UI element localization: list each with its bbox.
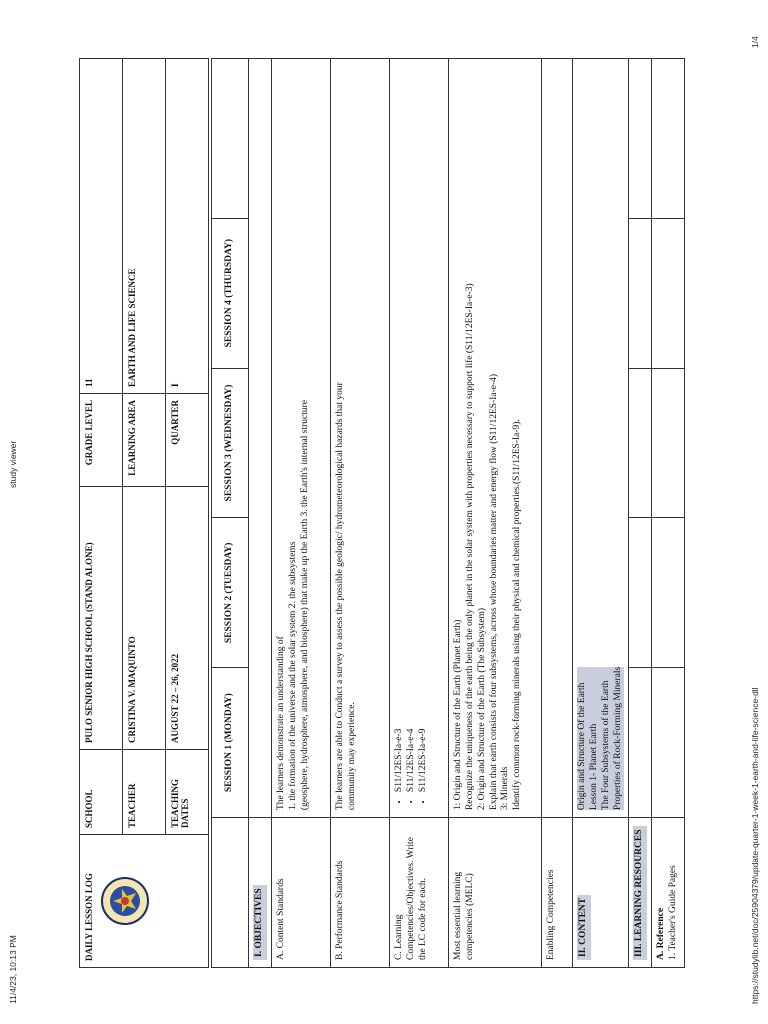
enabling-competencies-label: Enabling Competencies <box>541 818 572 968</box>
lesson-table <box>211 58 685 968</box>
quarter-label: QUARTER <box>166 394 209 487</box>
enabling-competencies-row <box>541 59 572 968</box>
quarter-value: I <box>166 59 209 394</box>
performance-standards-line: The learners are able to Conduct a survey to assess the possible geologic/ hydrometeorological hazards that your <box>334 382 345 811</box>
learning-competencies-value <box>389 59 448 818</box>
teacher-label: TEACHER <box>123 750 166 835</box>
print-url[interactable]: https://studylib.net/doc/25904379/update-quarter-1-week-1-earth-and-life-science-dll <box>750 687 760 1004</box>
session-4-header: SESSION 4 (THURSDAY) <box>212 218 249 368</box>
content-value <box>572 59 629 818</box>
reference-empty <box>652 518 685 668</box>
content-standards-label: A. Content Standards <box>271 818 330 968</box>
melc-line: Explain that earth consists of four subsystems, across whose boundaries matter and energy flow (S11/12ES-Ia-e-4) <box>488 373 499 811</box>
learning-competencies-row <box>389 59 448 968</box>
deped-seal-icon <box>100 876 150 926</box>
session-3-header: SESSION 3 (WEDNESDAY) <box>212 368 249 518</box>
blank-header <box>212 818 249 968</box>
lc-code-item: • S11/12ES-Ia-e-9 <box>418 66 430 792</box>
print-tab-title: study viewer <box>8 440 18 488</box>
performance-standards-value <box>330 59 389 818</box>
session-1-header: SESSION 1 (MONDAY) <box>212 668 249 818</box>
content-standards-line: 1. the formation of the universe and the solar system 2. the subsystems <box>287 541 298 811</box>
reference-empty <box>652 668 685 818</box>
objectives-title: I. OBJECTIVES <box>253 885 267 960</box>
reference-cell <box>652 818 685 968</box>
content-line: Lesson 1- Planet Earth <box>588 723 599 811</box>
teacher-value: CRISTINA V. MAQUINTO <box>123 487 166 750</box>
teachers-guide-label: 1. Teacher's Guide Pages <box>668 865 679 960</box>
reference-label: A. Reference <box>656 907 667 960</box>
teaching-dates-value: AUGUST 22 – 26, 2022 <box>166 487 209 750</box>
content-title: II. CONTENT <box>577 895 591 960</box>
melc-line: Identify common rock-forming minerals using their physical and chemical properties.(S11/12ES-Ia-9). <box>512 419 523 811</box>
melc-line: 3: Minerals <box>500 766 511 811</box>
learning-area-value: EARTH AND LIFE SCIENCE <box>123 59 166 394</box>
content-row <box>572 59 629 968</box>
resources-empty <box>629 368 652 518</box>
sessions-header-row <box>212 59 249 968</box>
extra-header <box>212 59 249 219</box>
reference-empty <box>652 59 685 219</box>
learning-resources-row <box>629 59 652 968</box>
content-standards-value <box>271 59 330 818</box>
content-line: Properties of Rock-Forming Minerals <box>612 666 623 811</box>
resources-empty <box>629 218 652 368</box>
melc-line: 1: Origin and Structure of the Earth (Planet Earth) <box>452 619 463 811</box>
learning-area-label: LEARNING AREA <box>123 394 166 487</box>
logo-wrap <box>100 841 152 961</box>
school-label: SCHOOL <box>80 750 123 835</box>
reference-row <box>652 59 685 968</box>
resources-empty <box>629 518 652 668</box>
lc-code-list <box>394 66 430 810</box>
content-line: The Four Subsystems of the Earth <box>600 680 611 811</box>
objectives-empty <box>249 59 272 818</box>
reference-empty <box>652 218 685 368</box>
print-datetime: 11/4/23, 10:13 PM <box>8 935 18 1004</box>
lesson-log-page <box>79 58 679 968</box>
lc-code-item: • S11/12ES-Ia-e-3 <box>394 66 406 792</box>
reference-empty <box>652 368 685 518</box>
learning-competencies-label: C. Learning Competencies/Objectives. Write the LC code for each. <box>389 818 448 968</box>
resources-empty <box>629 668 652 818</box>
learning-resources-title: III. LEARNING RESOURCES <box>633 827 647 961</box>
melc-line: Recognize the uniqueness of the earth being the only planet in the solar system with properties necessary to support life (S11/12ES-Ia-e-3) <box>464 283 475 811</box>
school-value: PULO SENIOR HIGH SCHOOL (STAND ALONE) <box>80 487 123 750</box>
melc-line: 2: Origin and Structure of the Earth (The Subsystem) <box>476 607 487 811</box>
performance-standards-label: B. Performance Standards <box>330 818 389 968</box>
lc-code-item: • S11/12ES-Ia-e-4 <box>406 66 418 792</box>
melc-value <box>448 59 541 818</box>
melc-row <box>448 59 541 968</box>
header-table <box>79 58 209 968</box>
title-cell <box>80 835 209 968</box>
performance-standards-line: community may experience. <box>346 702 357 811</box>
content-standards-row <box>271 59 330 968</box>
print-page-counter: 1/4 <box>750 36 760 48</box>
melc-label: Most essential learning competencies (MELC) <box>448 818 541 968</box>
teaching-dates-label: TEACHING DATES <box>166 750 209 835</box>
resources-empty <box>629 59 652 219</box>
grade-level-value: 11 <box>80 59 123 394</box>
enabling-competencies-value <box>541 59 572 818</box>
session-2-header: SESSION 2 (TUESDAY) <box>212 518 249 668</box>
content-block <box>577 667 625 810</box>
learning-resources-cell <box>629 818 652 968</box>
content-line: Origin and Structure Of the Earth <box>576 682 587 811</box>
content-standards-line: The learners demonstrate an understanding of <box>275 636 286 811</box>
content-standards-line: (geosphere, hydrosphere, atmosphere, and biosphere) that make up the Earth 3. the Earth's internal structure <box>299 400 310 811</box>
objectives-cell <box>249 818 272 968</box>
content-cell <box>572 818 629 968</box>
objectives-row <box>249 59 272 968</box>
performance-standards-row <box>330 59 389 968</box>
grade-level-label: GRADE LEVEL <box>80 394 123 487</box>
doc-title: DAILY LESSON LOG <box>84 873 94 961</box>
